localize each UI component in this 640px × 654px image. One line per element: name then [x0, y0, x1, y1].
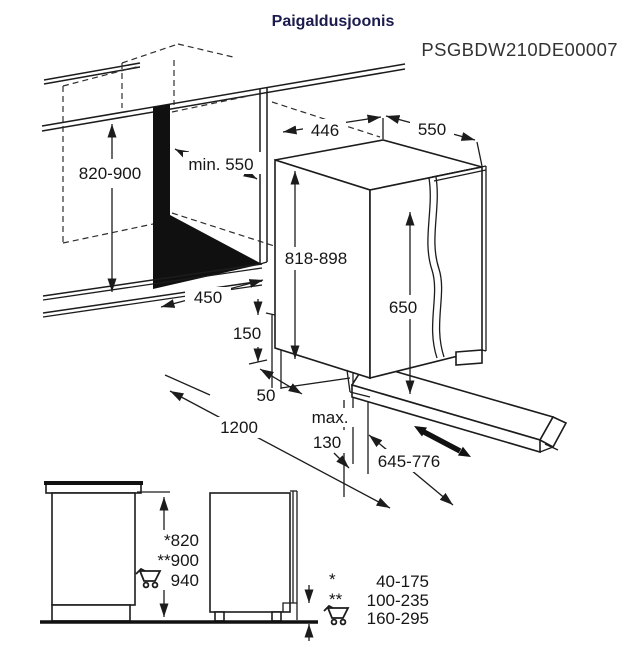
appliance-depth-label: 550	[417, 120, 447, 139]
niche-width-label: 450	[193, 288, 223, 307]
plinth-recess-max-label: max.	[311, 408, 349, 427]
worktop-lines	[42, 63, 405, 131]
dim-sliding-panel-range	[369, 435, 453, 505]
legend-marker-star: *	[329, 570, 336, 589]
dim-plinth-recess	[305, 408, 356, 468]
dim-plinth-height	[233, 299, 267, 364]
plinth-height-label: 150	[232, 324, 262, 343]
elevation-view-feet	[210, 491, 309, 641]
model-code: PSGBDW210DE00007	[421, 39, 618, 60]
shopping-cart-icon	[324, 606, 348, 624]
niche-min-depth-label: min. 550	[188, 155, 254, 174]
height-row-star: *820	[164, 531, 199, 550]
shopping-cart-icon	[136, 569, 160, 587]
unit-kick-base	[456, 350, 482, 365]
dim-niche-min-depth	[175, 149, 261, 179]
rear-floor-gap-label: 50	[256, 386, 276, 405]
page-title: Paigaldusjoonis	[271, 13, 395, 30]
sliding-panel-range-label: 645-776	[377, 452, 441, 471]
dim-rear-floor-gap	[257, 369, 302, 405]
elevation-view-with-worktop	[44, 483, 199, 621]
niche-shadow	[153, 104, 262, 289]
door-panel-height-label: 650	[388, 298, 418, 317]
sliding-door-open-panel	[352, 363, 566, 452]
height-row-doublestar: **900	[157, 551, 199, 570]
legend-value-cart: 160-295	[366, 609, 429, 628]
front-clearance-label: 1200	[220, 418, 258, 437]
plinth-recess-value-label: 130	[312, 433, 342, 452]
legend-value-doublestar: 100-235	[366, 591, 429, 610]
legend-marker-doublestar: **	[329, 590, 343, 609]
adjustment-legend	[324, 570, 429, 628]
appliance-height-label: 818-898	[284, 249, 348, 268]
legend-value-star: 40-175	[376, 572, 429, 591]
dim-front-clearance	[170, 391, 390, 508]
appliance-width-label: 446	[310, 121, 340, 140]
dim-niche-height	[73, 124, 149, 292]
height-row-cart: 940	[170, 571, 199, 590]
niche-right-wall	[260, 88, 267, 264]
dim-appliance-width	[283, 117, 383, 140]
niche-height-label: 820-900	[78, 164, 142, 183]
